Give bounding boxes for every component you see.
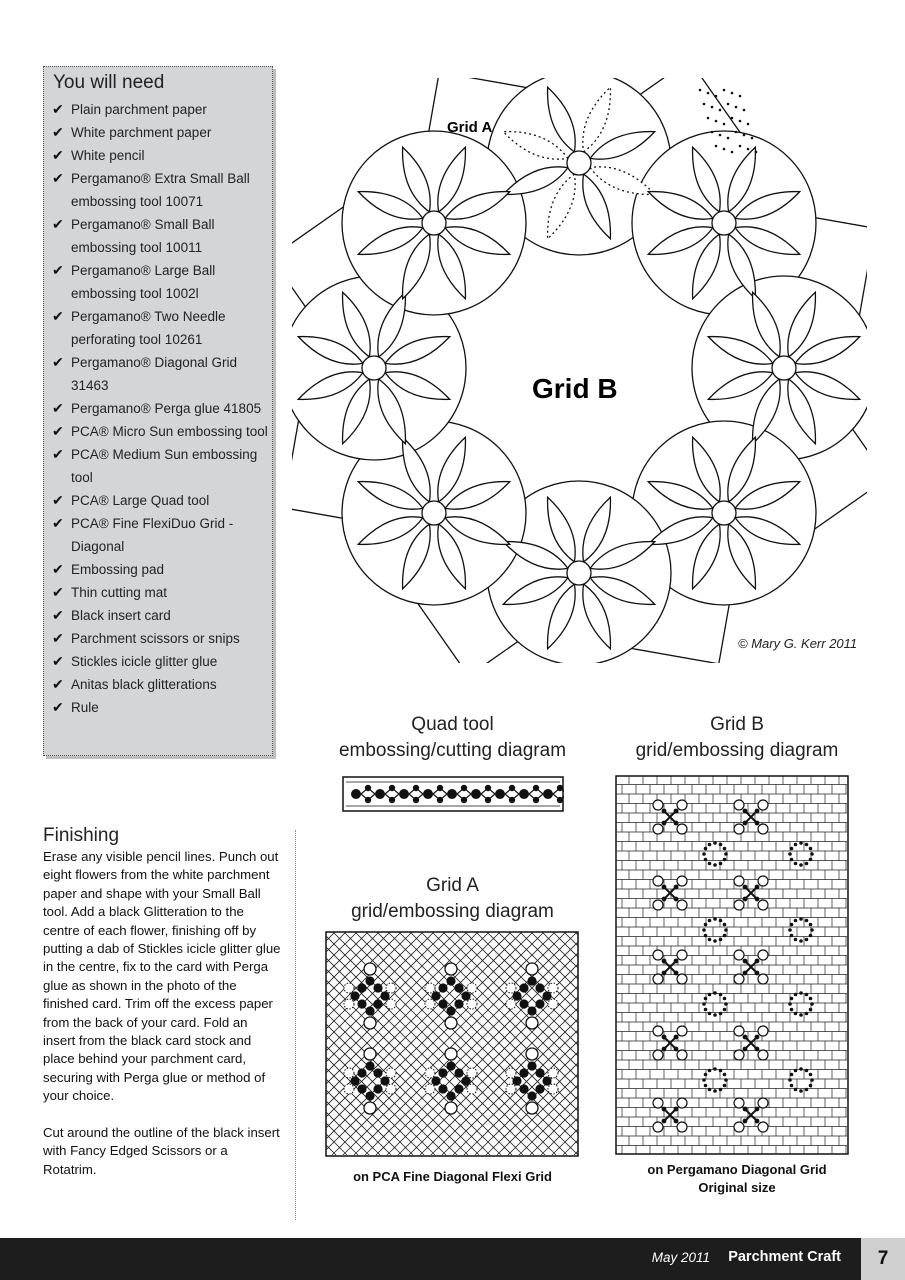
material-item-label: Rule xyxy=(71,700,99,715)
finishing-paragraph-2: Cut around the outline of the black insert with Fancy Edged Scissors or a Rotatrim. xyxy=(43,1124,280,1177)
grid-b-caption-line1: Grid B xyxy=(710,714,764,735)
grid-a-note: on PCA Fine Diagonal Flexi Grid xyxy=(353,1169,552,1184)
you-will-need-box xyxy=(43,66,273,756)
material-item-label: Pergamano® Large Ball embossing tool 1002l xyxy=(71,263,216,301)
check-icon: ✔ xyxy=(52,400,64,416)
material-item-label: PCA® Fine FlexiDuo Grid - Diagonal xyxy=(71,516,234,554)
column-divider xyxy=(295,830,296,1220)
material-item xyxy=(52,259,271,305)
material-item xyxy=(52,144,271,167)
material-item-label: White parchment paper xyxy=(71,125,212,140)
material-item-label: Pergamano® Extra Small Ball embossing tool 10071 xyxy=(71,171,250,209)
material-item-label: Stickles icicle glitter glue xyxy=(71,654,218,669)
grid-b-diagram xyxy=(615,775,849,1155)
check-icon: ✔ xyxy=(52,423,64,439)
material-item-label: Anitas black glitterations xyxy=(71,677,217,692)
material-item xyxy=(52,420,271,443)
material-item-label: Pergamano® Small Ball embossing tool 10011 xyxy=(71,217,215,255)
material-item-label: Pergamano® Perga glue 41805 xyxy=(71,401,262,416)
check-icon: ✔ xyxy=(52,124,64,140)
material-item-label: PCA® Micro Sun embossing tool xyxy=(71,424,268,439)
material-item-label: White pencil xyxy=(71,148,145,163)
material-item xyxy=(52,512,271,558)
check-icon: ✔ xyxy=(52,607,64,623)
grid-a-caption xyxy=(320,873,585,925)
material-item xyxy=(52,696,271,719)
quad-diagram xyxy=(342,776,564,812)
finishing-title: Finishing xyxy=(43,825,120,846)
material-item xyxy=(52,581,271,604)
grid-a-diagram xyxy=(325,931,579,1157)
grid-b-note xyxy=(612,1161,862,1197)
material-item-label: Black insert card xyxy=(71,608,171,623)
grid-b-note-line1: on Pergamano Diagonal Grid xyxy=(647,1162,827,1177)
material-item-label: PCA® Medium Sun embossing tool xyxy=(71,447,258,485)
material-item-label: Pergamano® Diagonal Grid 31463 xyxy=(71,355,238,393)
material-item xyxy=(52,351,271,397)
check-icon: ✔ xyxy=(52,216,64,232)
material-item-label: PCA® Large Quad tool xyxy=(71,493,210,508)
grid-b-caption xyxy=(612,712,862,764)
material-item-label: Thin cutting mat xyxy=(71,585,168,600)
material-item xyxy=(52,604,271,627)
material-item xyxy=(52,558,271,581)
quad-caption xyxy=(320,712,585,764)
check-icon: ✔ xyxy=(52,676,64,692)
you-will-need-title: You will need xyxy=(53,72,165,93)
copyright-notice: © Mary G. Kerr 2011 xyxy=(738,636,858,651)
pattern-diagram xyxy=(292,78,867,663)
check-icon: ✔ xyxy=(52,515,64,531)
grid-b-caption-line2: grid/embossing diagram xyxy=(635,740,839,761)
check-icon: ✔ xyxy=(52,561,64,577)
finishing-paragraph-1: Erase any visible pencil lines. Punch out eight flowers from the white parchment paper and shape with your Small Ball tool. Add a black Glitteration to the centre of each flower, finishing off by putting a dab of Stickles icicle glitter glue in the centre, fix to the card with Perga glue as shown in the photo of the finished card. Trim off the excess paper from the back of your card. Fold an insert from the black card stock and place behind your parchment card, securing with Perga glue or method of your choice. xyxy=(43,849,281,1104)
page-number: 7 xyxy=(861,1238,905,1280)
material-item xyxy=(52,397,271,420)
material-item xyxy=(52,650,271,673)
material-item xyxy=(52,167,271,213)
material-item xyxy=(52,627,271,650)
check-icon: ✔ xyxy=(52,584,64,600)
material-item xyxy=(52,121,271,144)
check-icon: ✔ xyxy=(52,630,64,646)
material-item-label: Embossing pad xyxy=(71,562,165,577)
check-icon: ✔ xyxy=(52,653,64,669)
quad-caption-line1: Quad tool xyxy=(411,714,494,735)
material-item-label: Pergamano® Two Needle perforating tool 10261 xyxy=(71,309,226,347)
material-item xyxy=(52,489,271,512)
check-icon: ✔ xyxy=(52,262,64,278)
footer-issue-date: May 2011 xyxy=(651,1250,710,1265)
check-icon: ✔ xyxy=(52,308,64,324)
page-footer xyxy=(0,1238,905,1280)
quad-caption-line2: embossing/cutting diagram xyxy=(338,740,567,761)
grid-b-note-line2: Original size xyxy=(698,1180,776,1195)
material-item xyxy=(52,305,271,351)
footer-magazine-name: Parchment Craft xyxy=(728,1249,841,1265)
material-item xyxy=(52,443,271,489)
grid-a-caption-line1: Grid A xyxy=(426,875,479,896)
material-item xyxy=(52,98,271,121)
check-icon: ✔ xyxy=(52,101,64,117)
check-icon: ✔ xyxy=(52,354,64,370)
check-icon: ✔ xyxy=(52,147,64,163)
material-item xyxy=(52,213,271,259)
materials-list xyxy=(52,98,271,719)
finishing-text xyxy=(43,848,283,1197)
material-item xyxy=(52,673,271,696)
check-icon: ✔ xyxy=(52,446,64,462)
check-icon: ✔ xyxy=(52,170,64,186)
material-item-label: Plain parchment paper xyxy=(71,102,207,117)
grid-b-label: Grid B xyxy=(532,373,618,404)
check-icon: ✔ xyxy=(52,699,64,715)
grid-a-label: Grid A xyxy=(447,119,493,136)
material-item-label: Parchment scissors or snips xyxy=(71,631,240,646)
grid-a-caption-line2: grid/embossing diagram xyxy=(351,901,554,922)
check-icon: ✔ xyxy=(52,492,64,508)
